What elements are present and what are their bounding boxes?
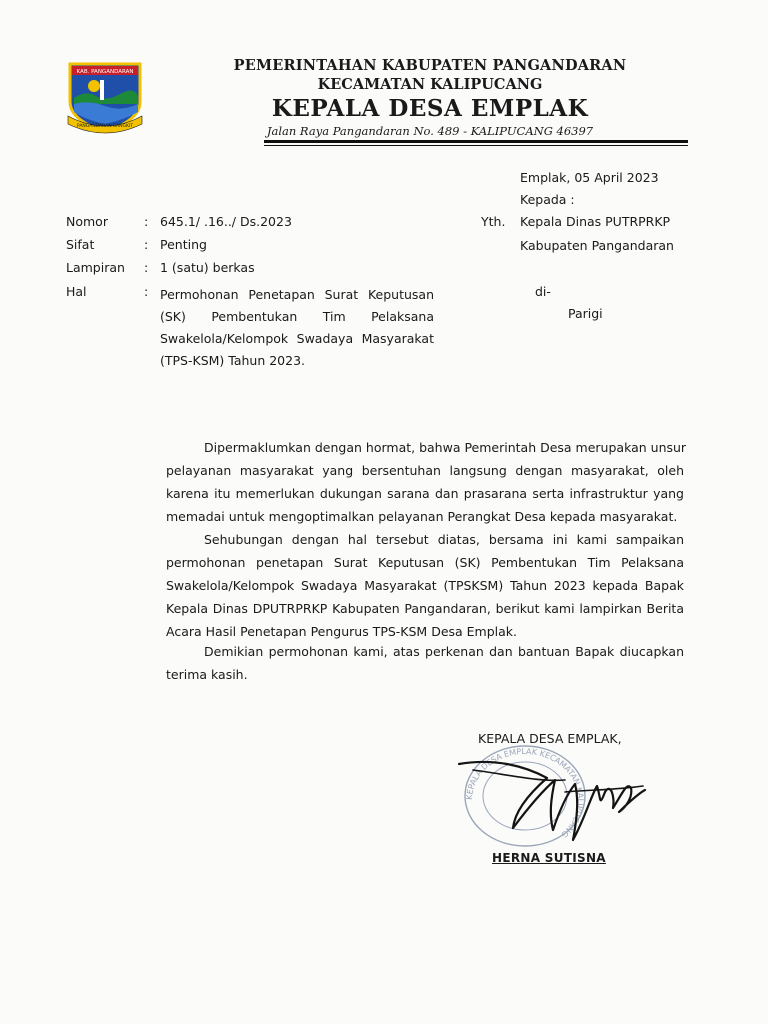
recipient-di: di- [535, 284, 551, 299]
body-line: Acara Hasil Penetapan Pengurus TPS-KSM Desa Emplak. [166, 624, 518, 639]
lampiran-colon: : [144, 260, 149, 275]
body-line: terima kasih. [166, 667, 248, 682]
hal-line: Permohonan Penetapan Surat Keputusan [160, 287, 434, 302]
letterhead [210, 56, 650, 139]
lampiran-value: 1 (satu) berkas [160, 260, 255, 275]
letterhead-office: KEPALA DESA EMPLAK [271, 95, 589, 122]
signatory-name: HERNA SUTISNA [492, 851, 606, 865]
hal-label: Hal [66, 284, 87, 299]
letterhead-district: KECAMATAN KALIPUCANG [317, 76, 543, 93]
sifat-label: Sifat [66, 237, 95, 252]
emblem-motto-text: PANGANDARAN BANGKIT [76, 124, 134, 129]
hal-line: (SK) Pembentukan Tim Pelaksana [160, 309, 434, 324]
recipient-name: Kepala Dinas PUTRPRKP [520, 214, 671, 229]
sifat-value: Penting [160, 237, 207, 252]
hal-line: (TPS-KSM) Tahun 2023. [160, 353, 306, 368]
recipient-org: Kabupaten Pangandaran [520, 238, 674, 253]
body-line: pelayanan masyarakat yang bersentuhan langsung dengan masyarakat, oleh [166, 463, 684, 478]
body-line: karena itu memerlukan dukungan sarana dan prasarana serta infrastruktur yang [166, 486, 684, 501]
stamp-text: KEPALA DESA EMPLAK KECAMATAN KALIPUCANG [464, 746, 586, 840]
hal-line: Swakelola/Kelompok Swadaya Masyarakat [160, 331, 434, 346]
letterhead-divider-thin [264, 145, 688, 146]
letterhead-government: PEMERINTAHAN KABUPATEN PANGANDARAN [233, 57, 627, 74]
recipient-yth: Yth. [481, 214, 506, 229]
body-paragraph-2 [166, 528, 684, 643]
body-line: Demikian permohonan kami, atas perkenan dan bantuan Bapak diucapkan [204, 644, 684, 659]
hal-value [160, 284, 434, 372]
hal-colon: : [144, 284, 149, 299]
handwritten-signature-icon [455, 752, 647, 848]
recipient-place: Parigi [568, 306, 603, 321]
lampiran-label: Lampiran [66, 260, 125, 275]
emblem-top-text: KAB. PANGANDARAN [76, 69, 134, 75]
sifat-colon: : [144, 237, 149, 252]
letter-date: Emplak, 05 April 2023 [520, 170, 659, 185]
body-line: memadai untuk mengoptimalkan pelayanan Perangkat Desa kepada masyarakat. [166, 509, 678, 524]
body-line: permohonan penetapan Surat Keputusan (SK) Pembentukan Tim Pelaksana [166, 555, 684, 570]
body-paragraph-3 [166, 640, 684, 686]
nomor-label: Nomor [66, 214, 108, 229]
body-line: Dipermaklumkan dengan hormat, bahwa Pemerintah Desa merupakan unsur [204, 440, 687, 455]
recipient-kepada: Kepada : [520, 192, 575, 207]
nomor-colon: : [144, 214, 149, 229]
body-line: Swakelola/Kelompok Swadaya Masyarakat (TPSKSM) Tahun 2023 kepada Bapak [166, 578, 684, 593]
signatory-title: KEPALA DESA EMPLAK, [478, 731, 622, 746]
body-line: Kepala Dinas DPUTRPRKP Kabupaten Pangandaran, berikut kami lampirkan Berita [166, 601, 684, 616]
body-paragraph-1 [166, 436, 687, 528]
regency-emblem-icon [64, 58, 146, 136]
letterhead-address: Jalan Raya Pangandaran No. 489 - KALIPUCANG 46397 [266, 124, 594, 138]
body-line: Sehubungan dengan hal tersebut diatas, bersama ini kami sampaikan [204, 532, 684, 547]
nomor-value: 645.1/ .16../ Ds.2023 [160, 214, 292, 229]
letterhead-divider [264, 140, 688, 143]
